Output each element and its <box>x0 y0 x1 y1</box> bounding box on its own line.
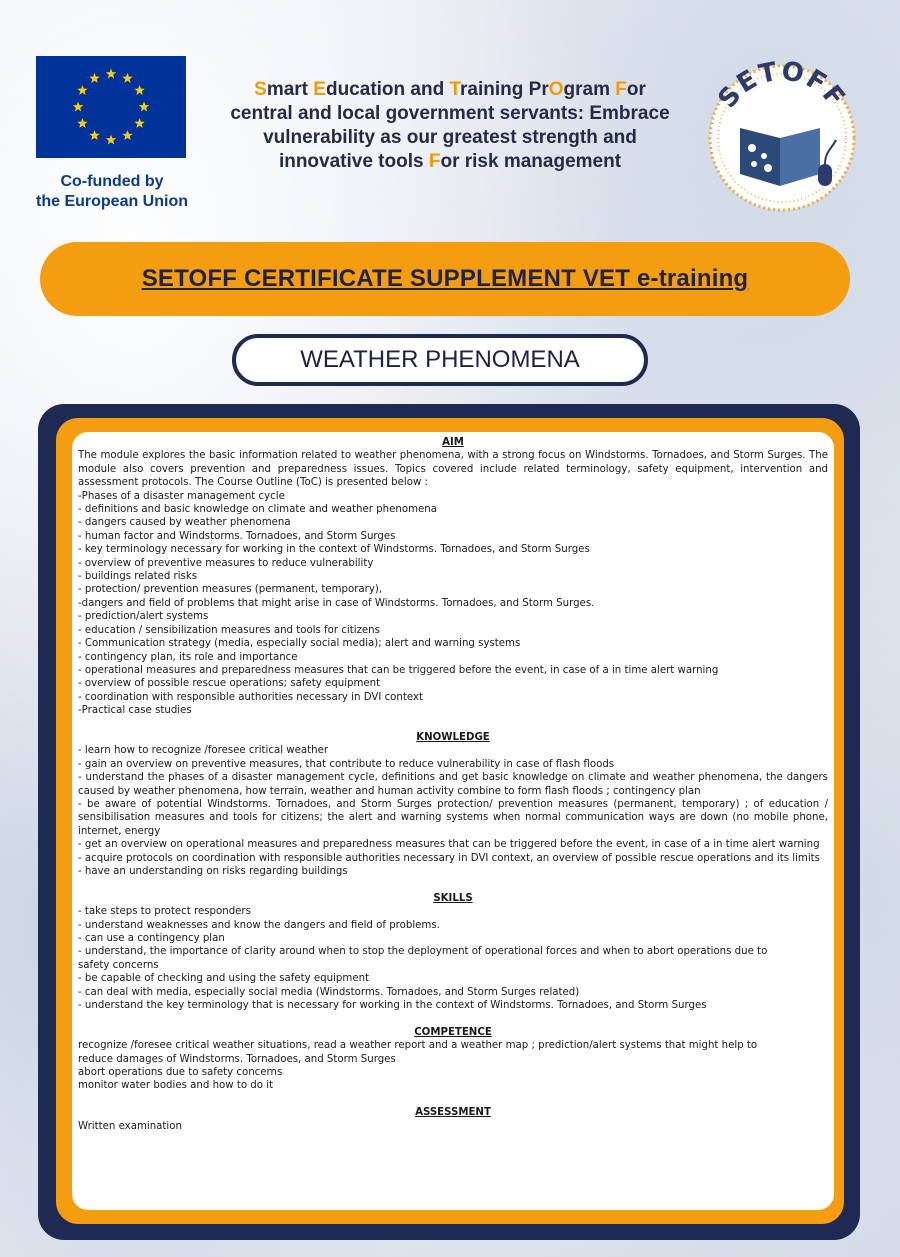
aim-item: - contingency plan, its role and importance <box>78 651 298 663</box>
knowledge-item: - learn how to recognize /foresee critical weather <box>78 745 329 757</box>
program-title-text: gram <box>563 79 616 100</box>
skills-item: - can deal with media, especially social media (Windstorms. Tornadoes, and Storm Surges related) <box>78 986 580 998</box>
assessment-title: ASSESSMENT <box>415 1107 491 1119</box>
aim-item: - operational measures and preparedness measures that can be triggered before the event, in case of a in time alert warning <box>78 664 719 676</box>
program-title-text: raining Pr <box>460 79 549 100</box>
skills-item: - be capable of checking and using the safety equipment <box>78 973 370 985</box>
program-title-text: or <box>626 79 646 100</box>
knowledge-item: - gain an overview on preventive measures, that contribute to reduce vulnerability in case of flash floods <box>78 758 615 770</box>
program-title-line2: central and local government servants: Embrace <box>230 103 670 124</box>
program-title-line4 <box>205 150 695 174</box>
eu-funding-caption <box>22 172 202 212</box>
aim-item: - education / sensibilization measures and tools for citizens <box>78 624 380 636</box>
module-name: WEATHER PHENOMENA <box>300 346 580 373</box>
aim-item: - buildings related risks <box>78 571 198 583</box>
aim-item: - human factor and Windstorms. Tornadoes, and Storm Surges <box>78 530 396 542</box>
skills-item: safety concerns <box>78 959 159 971</box>
initial-f: F <box>615 79 627 100</box>
module-title-pill <box>232 334 648 386</box>
program-title-text: or risk management <box>440 151 622 172</box>
aim-item: - key terminology necessary for working in the context of Windstorms. Tornadoes, and Storm Surges <box>78 544 590 556</box>
aim-item: - Communication strategy (media, especially social media); alert and warning systems <box>78 638 521 650</box>
eu-caption-line1: Co-funded by <box>60 173 164 190</box>
knowledge-item: - have an understanding on risks regarding buildings <box>78 865 348 877</box>
aim-item: - overview of preventive measures to reduce vulnerability <box>78 557 374 569</box>
program-title <box>205 78 695 174</box>
skills-list <box>78 905 828 1012</box>
knowledge-item: - acquire protocols on coordination with responsible authorities necessary in DVI context, an overview of possible rescue operations and its limits <box>78 852 820 864</box>
competence-item: reduce damages of Windstorms. Tornadoes, and Storm Surges <box>78 1053 396 1065</box>
competence-item: abort operations due to safety concerns <box>78 1067 283 1079</box>
initial-e: E <box>313 79 326 100</box>
skills-item: - take steps to protect responders <box>78 906 251 918</box>
program-title-text: ducation and <box>325 79 450 100</box>
knowledge-item: - get an overview on operational measures and preparedness measures that can be triggered before the event, in case of a in time alert warning <box>78 839 820 851</box>
initial-f: F <box>428 151 441 172</box>
logo-text: SETOFF <box>712 56 852 115</box>
program-title-text: mart <box>266 79 314 100</box>
aim-item: - dangers caused by weather phenomena <box>78 517 291 529</box>
competence-item: monitor water bodies and how to do it <box>78 1080 274 1092</box>
aim-item: - definitions and basic knowledge on climate and weather phenomena <box>78 504 437 516</box>
skills-item: - understand the key terminology that is necessary for working in the context of Windstorms. Tornadoes, and Storm Surges <box>78 1000 707 1012</box>
eu-flag-icon <box>36 56 186 158</box>
aim-item: - coordination with responsible authorities necessary in DVI context <box>78 691 423 703</box>
competence-list <box>78 1039 828 1093</box>
aim-item: -dangers and field of problems that might arise in case of Windstorms. Tornadoes, and Storm Surges. <box>78 597 595 609</box>
initial-t: T <box>449 79 461 100</box>
skills-item: - can use a contingency plan <box>78 933 225 944</box>
knowledge-item: - be aware of potential Windstorms. Tornadoes, and Storm Surges protection/ prevention measures (permanent, temporary) ; of education / sensibilisation measures and tools for citizens; the alert and warning systems when normal communication ways are down (no mobile phone, internet, energy <box>78 798 828 837</box>
skills-title: SKILLS <box>433 892 473 904</box>
aim-item: - prediction/alert systems <box>78 611 209 623</box>
skills-item: - understand, the importance of clarity around when to stop the deployment of operational forces and when to abort operations due to <box>78 946 768 958</box>
assessment-item: Written examination <box>78 1120 182 1132</box>
program-title-line1 <box>205 78 695 102</box>
knowledge-title: KNOWLEDGE <box>416 731 490 743</box>
aim-item: -Practical case studies <box>78 705 192 717</box>
initial-o: O <box>548 79 564 100</box>
setoff-logo <box>700 56 865 216</box>
aim-intro: The module explores the basic information related to weather phenomena, with a strong focus on Windstorms. Tornadoes, and Storm Surges. The module also covers prevention and preparedness issues. Topics covered include related terminology, safety equipment, intervention and assessment protocols. The Course Outline (ToC) is presented below : <box>78 450 828 489</box>
aim-item: - protection/ prevention measures (permanent, temporary), <box>78 584 383 596</box>
aim-item: -Phases of a disaster management cycle <box>78 490 285 502</box>
program-title-line3: vulnerability as our greatest strength and <box>263 127 637 148</box>
aim-item: - overview of possible rescue operations; safety equipment <box>78 678 381 690</box>
knowledge-list <box>78 744 828 878</box>
aim-title: AIM <box>442 437 464 448</box>
program-title-text: innovative tools <box>278 151 429 172</box>
aim-list <box>78 490 828 718</box>
initial-s: S <box>254 79 267 100</box>
content-panel <box>72 432 834 1210</box>
skills-item: - understand weaknesses and know the dangers and field of problems. <box>78 919 440 931</box>
competence-title: COMPETENCE <box>414 1026 492 1038</box>
eu-caption-line2: the European Union <box>36 193 188 210</box>
certificate-banner <box>40 242 850 316</box>
banner-title: SETOFF CERTIFICATE SUPPLEMENT VET e-training <box>141 265 749 292</box>
assessment-list <box>78 1120 828 1133</box>
competence-item: recognize /foresee critical weather situations, read a weather report and a weather map ; prediction/alert systems that might help to <box>78 1040 758 1052</box>
knowledge-item: - understand the phases of a disaster management cycle, definitions and get basic knowledge on climate and weather phenomena, the dangers caused by weather phenomena, how terrain, weather and human activity combine to form flash floods ; contingency plan <box>78 772 828 797</box>
